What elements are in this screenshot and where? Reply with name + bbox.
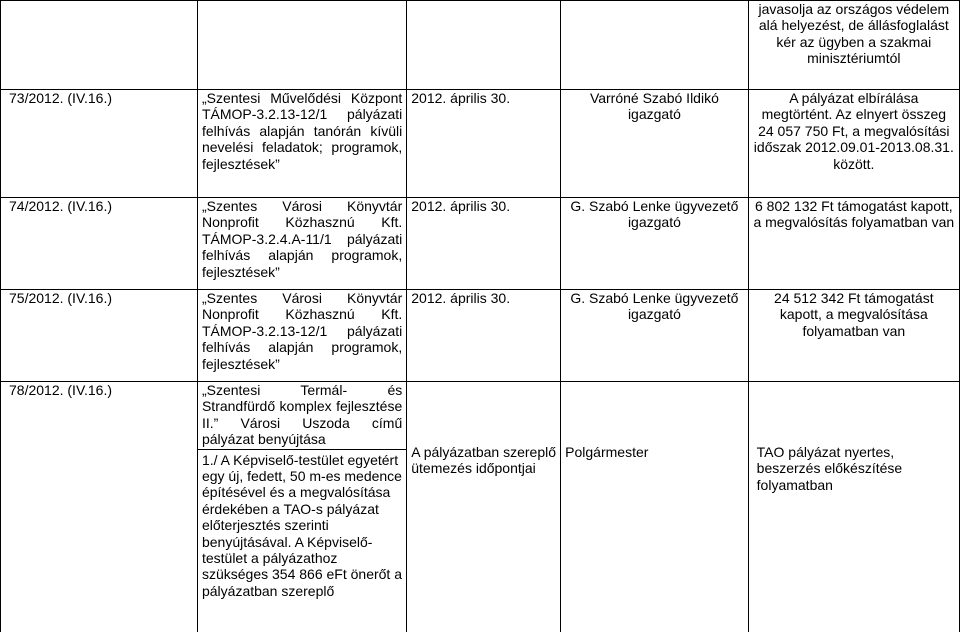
row4-description-title: „Szentesi Termál- és Strandfürdő komplex fejlesztése II.” Városi Uszoda című pályázat benyújtása bbox=[198, 382, 406, 450]
row0-col1 bbox=[1, 1, 198, 90]
row0-col5: javasolja az országos védelem alá helyezést, de állásfoglalást kér az ügyben a szakmai minisztériumtól bbox=[748, 1, 959, 90]
row4-description bbox=[197, 382, 406, 632]
table-row bbox=[1, 198, 960, 290]
row1-description: „Szentesi Művelődési Központ TÁMOP-3.2.13-12/1 pályázati felhívás alapján tanórán kívüli nevelési feladatok; programok, fejlesztések” bbox=[197, 90, 406, 198]
row1-resolution-number: 73/2012. (IV.16.) bbox=[1, 90, 198, 198]
row0-col2 bbox=[197, 1, 406, 90]
row2-status: 6 802 132 Ft támogatást kapott, a megvalósítás folyamatban van bbox=[748, 198, 959, 290]
row4-responsible-text: Polgármester bbox=[565, 444, 649, 460]
row4-description-body: 1./ A Képviselő-testület egyetért egy új, fedett, 50 m-es medence építésével és a megvalósítása érdekében a TAO-s pályázat előterjesztés szerinti benyújtásával. A Képviselő-testület a pályázathoz szükséges 354 866 eFt önerőt a pályázatban szereplő bbox=[201, 451, 402, 599]
row0-col4 bbox=[561, 1, 749, 90]
row3-deadline: 2012. április 30. bbox=[407, 290, 561, 382]
table-row bbox=[1, 382, 960, 632]
row1-responsible: Varróné Szabó Ildikó igazgató bbox=[561, 90, 749, 198]
row4-status-text: TAO pályázat nyertes, beszerzés előkészítése folyamatban bbox=[756, 444, 903, 493]
row4-deadline-text: A pályázatban szereplő ütemezés időpontjai bbox=[411, 444, 557, 477]
row3-resolution-number: 75/2012. (IV.16.) bbox=[1, 290, 198, 382]
row2-deadline: 2012. április 30. bbox=[407, 198, 561, 290]
table-row bbox=[1, 1, 960, 90]
row2-description: „Szentes Városi Könyvtár Nonprofit Közhasznú Kft. TÁMOP-3.2.4.A-11/1 pályázati felhívás alapján programok, fejlesztések” bbox=[197, 198, 406, 290]
row4-deadline bbox=[407, 382, 561, 632]
row3-responsible: G. Szabó Lenke ügyvezető igazgató bbox=[561, 290, 749, 382]
row0-col3 bbox=[407, 1, 561, 90]
row3-status: 24 512 342 Ft támogatást kapott, a megvalósítása folyamatban van bbox=[748, 290, 959, 382]
row1-deadline: 2012. április 30. bbox=[407, 90, 561, 198]
row4-resolution-number: 78/2012. (IV.16.) bbox=[1, 382, 198, 632]
row3-description: „Szentes Városi Könyvtár Nonprofit Közhasznú Kft. TÁMOP-3.2.13-12/1 pályázati felhívás alapján programok, fejlesztések” bbox=[197, 290, 406, 382]
row4-responsible bbox=[561, 382, 749, 632]
table-row bbox=[1, 90, 960, 198]
row1-status: A pályázat elbírálása megtörtént. Az elnyert összeg 24 057 750 Ft, a megvalósítási időszak 2012.09.01-2013.08.31. között. bbox=[748, 90, 959, 198]
row2-responsible: G. Szabó Lenke ügyvezető igazgató bbox=[561, 198, 749, 290]
row4-status bbox=[748, 382, 959, 632]
table-row bbox=[1, 290, 960, 382]
row2-resolution-number: 74/2012. (IV.16.) bbox=[1, 198, 198, 290]
